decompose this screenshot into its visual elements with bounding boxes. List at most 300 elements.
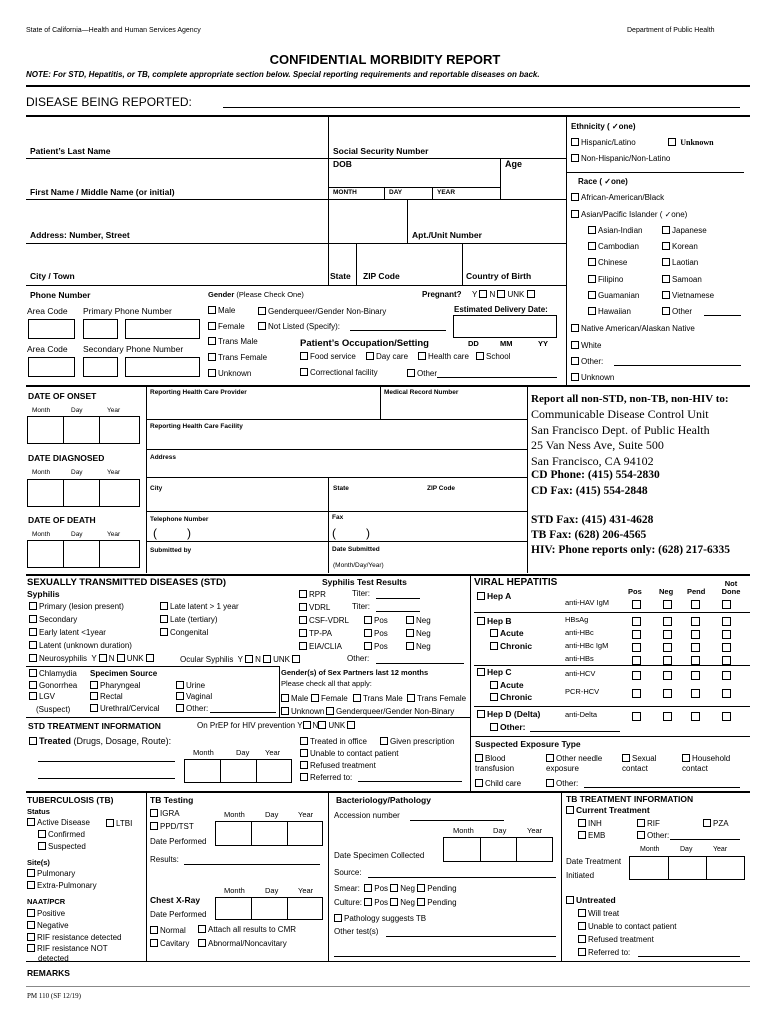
hep-result-checkbox[interactable]: [632, 689, 641, 698]
zip-label: ZIP Code: [363, 271, 400, 281]
hep-result-checkbox[interactable]: [663, 600, 672, 609]
prep-question[interactable]: On PrEP for HIV prevention Y N UNK: [197, 721, 357, 730]
specimen-heading: Specimen Source: [90, 669, 158, 678]
exp-household[interactable]: Household contact: [682, 754, 731, 774]
tppa-neg[interactable]: Neg: [406, 629, 431, 638]
std-treatment-heading: STD TREATMENT INFORMATION: [28, 721, 161, 731]
phone-line-input[interactable]: [125, 319, 200, 339]
lgv-suspect: (Suspect): [36, 705, 71, 714]
race-native[interactable]: Native American/Alaskan Native: [571, 324, 695, 333]
tb-unable[interactable]: Unable to contact patient: [578, 922, 677, 931]
prov-address-label: Address: [150, 454, 177, 461]
apt-label: Apt./Unit Number: [412, 230, 482, 240]
hep-result-checkbox[interactable]: [691, 656, 700, 665]
hep-result-checkbox[interactable]: [722, 689, 731, 698]
gender-unknown[interactable]: Unknown: [208, 369, 251, 378]
city-label: City / Town: [30, 271, 75, 281]
tb-test-day: Day: [265, 810, 279, 819]
tb-naat: NAAT/PCR: [27, 897, 66, 906]
diagnosed-label: DATE DIAGNOSED: [28, 453, 105, 463]
partner-male[interactable]: Male: [281, 694, 308, 703]
tb-pulmonary[interactable]: Pulmonary: [27, 869, 75, 878]
tb-rif-not-detected: detected: [38, 954, 69, 963]
hep-result-checkbox[interactable]: [722, 617, 731, 626]
hep-result-checkbox[interactable]: [663, 643, 672, 652]
tb-refused[interactable]: Refused treatment: [578, 935, 654, 944]
edd-mm: MM: [500, 339, 513, 348]
edd-yy: YY: [538, 339, 549, 348]
hep-test-pcrhcv: PCR-HCV: [565, 687, 600, 696]
hep-d[interactable]: Hep D (Delta): [477, 710, 540, 719]
pregnant-label: Pregnant?: [422, 290, 462, 299]
area-code-label-2: Area Code: [27, 344, 68, 354]
partner-unknown[interactable]: Unknown: [281, 707, 324, 716]
tb-emb[interactable]: EMB: [578, 831, 605, 840]
phone-line-input-2[interactable]: [125, 357, 200, 377]
occ-school[interactable]: School: [476, 352, 510, 361]
tb-tx-date-input[interactable]: [629, 856, 745, 880]
date-submitted-label: Date Submitted: [332, 546, 380, 553]
dob-month: MONTH: [333, 189, 357, 196]
collected-year: Year: [527, 826, 543, 835]
xray-date-performed: Date Performed: [150, 910, 207, 919]
partner-genderqueer[interactable]: Genderqueer/Gender Non-Binary: [326, 707, 454, 716]
test-tppa[interactable]: TP-PA: [299, 629, 332, 638]
hep-result-checkbox[interactable]: [691, 643, 700, 652]
hep-result-checkbox[interactable]: [691, 617, 700, 626]
gender-male[interactable]: Male: [208, 306, 235, 315]
tb-rif[interactable]: RIF: [637, 819, 660, 828]
test-vdrl[interactable]: VDRL: [299, 603, 330, 612]
syph-primary[interactable]: Primary (lesion present): [29, 602, 124, 611]
syphilis-label: Syphilis: [27, 589, 60, 599]
gender-label: Gender (Please Check One): [208, 290, 304, 299]
hep-result-checkbox[interactable]: [632, 630, 641, 639]
exp-needle[interactable]: Other needle exposure: [546, 754, 603, 774]
partners-heading: Gender(s) of Sex Partners last 12 months: [281, 668, 429, 677]
onset-date-input[interactable]: [27, 416, 140, 444]
tx-year: Year: [713, 846, 728, 853]
hep-result-checkbox[interactable]: [722, 712, 731, 721]
syph-congenital[interactable]: Congenital: [160, 628, 208, 637]
hep-result-checkbox[interactable]: [663, 689, 672, 698]
race-guamanian[interactable]: Guamanian: [588, 291, 639, 300]
spec-urethral[interactable]: Urethral/Cervical: [90, 704, 160, 713]
partner-trans-female[interactable]: Trans Female: [407, 694, 466, 703]
area-code-label: Area Code: [27, 306, 68, 316]
ethnicity-heading: Ethnicity ( ✓one): [571, 122, 636, 131]
area-code-input[interactable]: [28, 319, 75, 339]
race-laotian[interactable]: Laotian: [662, 258, 698, 267]
hep-result-checkbox[interactable]: [722, 671, 731, 680]
tb-results: Results:: [150, 855, 179, 864]
gender-trans-female[interactable]: Trans Female: [208, 353, 267, 362]
accession-label: Accession number: [334, 811, 400, 820]
tx-given-rx[interactable]: Given prescription: [380, 737, 454, 746]
diag-day: Day: [71, 469, 83, 476]
tb-referred[interactable]: Referred to:: [578, 948, 630, 957]
divider: [26, 115, 750, 117]
lgv[interactable]: LGV: [29, 692, 55, 701]
divider: [26, 85, 750, 87]
bact-heading: Bacteriology/Pathology: [336, 795, 431, 805]
gender-not-listed[interactable]: Not Listed (Specify):: [258, 322, 340, 331]
race-asian-pi[interactable]: Asian/Pacific Islander ( ✓one): [571, 210, 687, 219]
std-tx-month: Month: [193, 748, 214, 757]
tb-igra[interactable]: IGRA: [150, 809, 180, 818]
death-date-input[interactable]: [27, 540, 140, 568]
first-name-label: First Name / Middle Name (or initial): [30, 187, 175, 197]
edd-dd: DD: [468, 339, 479, 348]
hep-col-pend: Pend: [687, 587, 706, 596]
tb-test-year: Year: [298, 810, 314, 819]
race-samoan[interactable]: Samoan: [662, 275, 702, 284]
tb-sites: Site(s): [27, 858, 50, 867]
department: Department of Public Health: [627, 27, 715, 34]
onset-year: Year: [107, 407, 121, 414]
report-city: San Francisco, CA 94102: [531, 454, 654, 468]
form-title: CONFIDENTIAL MORBIDITY REPORT: [269, 52, 501, 67]
spec-other[interactable]: Other:: [176, 704, 208, 713]
test-other: Other:: [347, 654, 370, 663]
path-suggests[interactable]: Pathology suggests TB: [334, 914, 426, 923]
syph-neuro[interactable]: Neurosyphilis Y N UNK: [29, 654, 156, 663]
exp-childcare[interactable]: Child care: [475, 779, 521, 788]
hep-test-antihcv: anti-HCV: [565, 669, 596, 678]
report-to-heading: Report all non-STD, non-TB, non-HIV to:: [531, 393, 729, 405]
syph-early-latent[interactable]: Early latent <1year: [29, 628, 106, 637]
tb-rif-detected[interactable]: RIF resistance detected: [27, 933, 121, 942]
race-hawaiian[interactable]: Hawaiian: [588, 307, 631, 316]
race-other-2[interactable]: Other:: [571, 357, 603, 366]
primary-phone-label: Primary Phone Number: [83, 306, 172, 316]
hep-c[interactable]: Hep C: [477, 668, 512, 677]
last-name-label: Patient’s Last Name: [30, 146, 111, 156]
hep-col-notdone: Not Done: [721, 579, 741, 596]
country-label: Country of Birth: [466, 271, 532, 281]
mrn-label: Medical Record Number: [384, 389, 459, 396]
hep-result-checkbox[interactable]: [722, 630, 731, 639]
race-korean[interactable]: Korean: [662, 242, 698, 251]
form-note: NOTE: For STD, Hepatitis, or TB, complete appropriate section below. Special reporting requirements and reportable diseases on back.: [26, 70, 540, 79]
source-label: Source:: [334, 868, 362, 877]
tb-suspected[interactable]: Suspected: [38, 842, 86, 851]
tx-in-office[interactable]: Treated in office: [300, 737, 367, 746]
vdrl-titer: Titer:: [352, 602, 370, 611]
partner-female[interactable]: Female: [311, 694, 348, 703]
xray-cavitary[interactable]: Cavitary: [150, 939, 189, 948]
race-chinese[interactable]: Chinese: [588, 258, 627, 267]
hep-result-checkbox[interactable]: [691, 630, 700, 639]
death-label: DATE OF DEATH: [28, 515, 96, 525]
gender-trans-male[interactable]: Trans Male: [208, 337, 258, 346]
fax-label: Fax: [332, 514, 344, 521]
occ-other[interactable]: Other: [407, 369, 437, 378]
hep-test-antidelta: anti-Delta: [565, 710, 598, 719]
disease-heading: DISEASE BEING REPORTED:: [26, 95, 192, 109]
collected-day: Day: [493, 826, 507, 835]
cd-fax: CD Fax: (415) 554-2848: [531, 485, 648, 497]
race-white[interactable]: White: [571, 341, 601, 350]
hep-col-neg: Neg: [659, 587, 674, 596]
onset-label: DATE OF ONSET: [28, 391, 97, 401]
prov-state-label: State: [333, 485, 349, 492]
treated[interactable]: Treated (Drugs, Dosage, Route):: [29, 737, 171, 746]
race-heading: Race ( ✓one): [578, 177, 628, 186]
hep-result-checkbox[interactable]: [691, 671, 700, 680]
facility-label: Reporting Health Care Facility: [150, 423, 243, 430]
tx-month: Month: [640, 846, 660, 853]
tb-positive[interactable]: Positive: [27, 909, 65, 918]
xray-normal[interactable]: Normal: [150, 926, 186, 935]
hep-result-checkbox[interactable]: [632, 600, 641, 609]
eth-hispanic[interactable]: Hispanic/Latino: [571, 138, 636, 147]
address-label: Address: Number, Street: [30, 230, 130, 240]
tb-will-treat[interactable]: Will treat: [578, 909, 619, 918]
tx-day: Day: [680, 846, 693, 853]
xray-abnormal[interactable]: Abnormal/Noncavitary: [198, 939, 287, 948]
ssn-label: Social Security Number: [333, 146, 429, 156]
tb-test-date-input[interactable]: [215, 821, 323, 846]
race-vietnamese[interactable]: Vietnamese: [662, 291, 714, 300]
tb-ltbi[interactable]: LTBI: [106, 819, 132, 828]
remarks-label: REMARKS: [27, 968, 70, 978]
submitted-by-label: Submitted by: [150, 547, 192, 554]
exp-other[interactable]: Other:: [546, 779, 578, 788]
hiv-phone: HIV: Phone reports only: (628) 217-6335: [531, 544, 731, 556]
culture-row[interactable]: Culture: Pos Neg Pending: [334, 898, 457, 907]
collected-date-input[interactable]: [443, 837, 553, 862]
eth-unknown[interactable]: Unknown: [668, 138, 714, 147]
diagnosed-date-input[interactable]: [27, 479, 140, 507]
edd-input[interactable]: [453, 315, 557, 338]
tb-heading: TUBERCULOSIS (TB): [27, 795, 114, 805]
xray-day: Day: [265, 886, 279, 895]
tx-referred[interactable]: Referred to:: [300, 773, 352, 782]
edd-label: Estimated Delivery Date:: [454, 305, 548, 314]
hep-c-acute[interactable]: Acute: [490, 681, 524, 690]
tb-fax: TB Fax: (628) 206-4565: [531, 529, 647, 541]
eia-pos[interactable]: Pos: [364, 642, 388, 651]
smear-row[interactable]: Smear: Pos Neg Pending: [334, 884, 457, 893]
onset-day: Day: [71, 407, 83, 414]
csf-pos[interactable]: Pos: [364, 616, 388, 625]
hep-result-checkbox[interactable]: [663, 630, 672, 639]
partner-trans-male[interactable]: Trans Male: [353, 694, 403, 703]
hep-test-hbsag: HBsAg: [565, 615, 589, 624]
hep-result-checkbox[interactable]: [722, 643, 731, 652]
phone-prefix-input-2[interactable]: [83, 357, 118, 377]
hep-test-antihav: anti-HAV IgM: [565, 598, 610, 607]
xray-heading: Chest X-Ray: [150, 895, 201, 905]
tx-unable[interactable]: Unable to contact patient: [300, 749, 399, 758]
hep-heading: VIRAL HEPATITIS: [474, 577, 558, 588]
occ-daycare[interactable]: Day care: [366, 352, 408, 361]
hep-result-checkbox[interactable]: [632, 617, 641, 626]
race-filipino[interactable]: Filipino: [588, 275, 623, 284]
hep-col-pos: Pos: [628, 587, 642, 596]
race-japanese[interactable]: Japanese: [662, 226, 707, 235]
tb-negative[interactable]: Negative: [27, 921, 69, 930]
tb-treatment-heading: TB TREATMENT INFORMATION: [566, 794, 694, 804]
hep-result-checkbox[interactable]: [663, 712, 672, 721]
death-year: Year: [107, 531, 121, 538]
death-month: Month: [32, 531, 51, 538]
syph-late-latent[interactable]: Late latent > 1 year: [160, 602, 239, 611]
exp-sexual[interactable]: Sexual contact: [622, 754, 657, 774]
exposure-heading: Suspected Exposure Type: [475, 739, 581, 749]
date-collected-label: Date Specimen Collected: [334, 851, 425, 860]
tb-ppd[interactable]: PPD/TST: [150, 822, 194, 831]
dob-label: DOB: [333, 159, 352, 169]
gender-genderqueer[interactable]: Genderqueer/Gender Non-Binary: [258, 307, 386, 316]
race-cambodian[interactable]: Cambodian: [588, 242, 639, 251]
tb-testing: TB Testing: [150, 795, 194, 805]
race-other[interactable]: Other: [662, 307, 692, 316]
telephone-parens[interactable]: ( ): [153, 526, 191, 540]
syph-late-tertiary[interactable]: Late (tertiary): [160, 615, 218, 624]
tb-active[interactable]: Active Disease: [27, 818, 90, 827]
diag-year: Year: [107, 469, 121, 476]
hep-result-checkbox[interactable]: [722, 656, 731, 665]
hep-test-antihbc: anti-HBc: [565, 628, 594, 637]
race-african[interactable]: African-American/Black: [571, 193, 664, 202]
std-fax: STD Fax: (415) 431-4628: [531, 514, 654, 526]
chlamydia[interactable]: Chlamydia: [29, 669, 77, 678]
occ-healthcare[interactable]: Health care: [418, 352, 469, 361]
death-day: Day: [71, 531, 83, 538]
syph-ocular[interactable]: Ocular Syphilis Y N UNK: [180, 655, 302, 664]
hep-result-checkbox[interactable]: [632, 671, 641, 680]
initiated-label: Initiated: [566, 871, 595, 880]
race-unknown[interactable]: Unknown: [571, 373, 614, 382]
gender-female[interactable]: Female: [208, 322, 245, 331]
report-org: Communicable Disease Control Unit: [531, 407, 709, 421]
tb-date-performed: Date Performed: [150, 837, 207, 846]
date-format: (Month/Day/Year): [333, 562, 384, 569]
tb-status: Status: [27, 807, 50, 816]
diag-month: Month: [32, 469, 51, 476]
std-tx-day: Day: [236, 748, 250, 757]
xray-year: Year: [298, 886, 314, 895]
tb-untreated[interactable]: Untreated: [566, 896, 616, 905]
xray-attach[interactable]: Attach all results to CMR: [198, 925, 296, 934]
syph-latent-unknown[interactable]: Latent (unknown duration): [29, 641, 132, 650]
race-asian-indian[interactable]: Asian-Indian: [588, 226, 642, 235]
provider-label: Reporting Health Care Provider: [150, 389, 247, 396]
tb-pza[interactable]: PZA: [703, 819, 729, 828]
hep-b-acute[interactable]: Acute: [490, 629, 524, 638]
hep-test-antihbc-igm: anti-HBc IgM: [565, 641, 609, 650]
tb-extra[interactable]: Extra-Pulmonary: [27, 881, 97, 890]
test-rpr[interactable]: RPR: [299, 590, 326, 599]
agency: State of California—Health and Human Services Agency: [26, 27, 201, 34]
dob-year: YEAR: [437, 189, 456, 196]
rpr-titer: Titer:: [352, 589, 370, 598]
area-code-input-2[interactable]: [28, 357, 75, 377]
hep-a[interactable]: Hep A: [477, 592, 511, 601]
test-csf[interactable]: CSF-VDRL: [299, 616, 349, 625]
state-label: State: [330, 271, 351, 281]
hep-result-checkbox[interactable]: [691, 712, 700, 721]
tb-other[interactable]: Other:: [637, 831, 669, 840]
spec-pharyngeal[interactable]: Pharyngeal: [90, 681, 140, 690]
phone-prefix-input[interactable]: [83, 319, 118, 339]
csf-neg[interactable]: Neg: [406, 616, 431, 625]
std-tx-year: Year: [265, 748, 281, 757]
prov-zip-label: ZIP Code: [427, 485, 456, 492]
hep-result-checkbox[interactable]: [663, 671, 672, 680]
form-id: PM 110 (SF 12/19): [27, 992, 82, 1000]
hep-result-checkbox[interactable]: [663, 656, 672, 665]
xray-month: Month: [224, 886, 245, 895]
tb-confirmed[interactable]: Confirmed: [38, 830, 85, 839]
hep-result-checkbox[interactable]: [722, 600, 731, 609]
hep-test-antihbs: anti-HBs: [565, 654, 594, 663]
date-treatment-label: Date Treatment: [566, 857, 622, 866]
spec-urine[interactable]: Urine: [176, 681, 205, 690]
gonorrhea[interactable]: Gonorrhea: [29, 681, 77, 690]
hep-result-checkbox[interactable]: [691, 689, 700, 698]
occ-correctional[interactable]: Correctional facility: [300, 368, 378, 377]
syph-secondary[interactable]: Secondary: [29, 615, 77, 624]
tb-rif-not[interactable]: RIF resistance NOT: [27, 944, 108, 953]
hep-c-chronic[interactable]: Chronic: [490, 693, 532, 702]
tb-current[interactable]: Current Treatment: [566, 806, 650, 815]
dob-day: DAY: [389, 189, 403, 196]
hep-other[interactable]: Other:: [490, 723, 526, 732]
xray-date-input[interactable]: [215, 897, 323, 920]
tppa-pos[interactable]: Pos: [364, 629, 388, 638]
report-dept: San Francisco Dept. of Public Health: [531, 423, 710, 437]
secondary-phone-label: Secondary Phone Number: [83, 344, 184, 354]
other-tests-label: Other test(s): [334, 927, 379, 936]
std-heading: SEXUALLY TRANSMITTED DISEASES (STD): [27, 577, 226, 588]
age-label: Age: [505, 159, 523, 169]
phone-label: Phone Number: [30, 290, 91, 300]
hep-b-chronic[interactable]: Chronic: [490, 642, 532, 651]
spec-rectal[interactable]: Rectal: [90, 692, 123, 701]
hep-result-checkbox[interactable]: [632, 656, 641, 665]
hep-result-checkbox[interactable]: [632, 643, 641, 652]
tb-test-month: Month: [224, 810, 245, 819]
exp-blood[interactable]: Blood transfusion: [475, 754, 515, 774]
disease-input[interactable]: [223, 107, 740, 108]
occupation-label: Patient’s Occupation/Setting: [300, 338, 429, 349]
hep-result-checkbox[interactable]: [691, 600, 700, 609]
fax-parens[interactable]: ( ): [332, 526, 370, 540]
hep-b[interactable]: Hep B: [477, 617, 512, 626]
report-street: 25 Van Ness Ave, Suite 500: [531, 438, 664, 452]
hep-result-checkbox[interactable]: [663, 617, 672, 626]
collected-month: Month: [453, 826, 474, 835]
onset-month: Month: [32, 407, 51, 414]
cd-phone: CD Phone: (415) 554-2830: [531, 469, 660, 481]
prov-city-label: City: [150, 485, 163, 492]
hep-result-checkbox[interactable]: [632, 712, 641, 721]
test-eia[interactable]: EIA/CLIA: [299, 642, 342, 651]
syph-tests-heading: Syphilis Test Results: [322, 577, 407, 587]
pregnant-options[interactable]: Y N UNK: [472, 290, 537, 299]
spec-vaginal[interactable]: Vaginal: [176, 692, 212, 701]
std-tx-date-input[interactable]: [184, 759, 292, 783]
occ-food[interactable]: Food service: [300, 352, 356, 361]
eia-neg[interactable]: Neg: [406, 642, 431, 651]
tx-refused[interactable]: Refused treatment: [300, 761, 376, 770]
tb-inh[interactable]: INH: [578, 819, 602, 828]
eth-non-hispanic[interactable]: Non-Hispanic/Non-Latino: [571, 154, 670, 163]
telephone-label: Telephone Number: [150, 516, 209, 523]
